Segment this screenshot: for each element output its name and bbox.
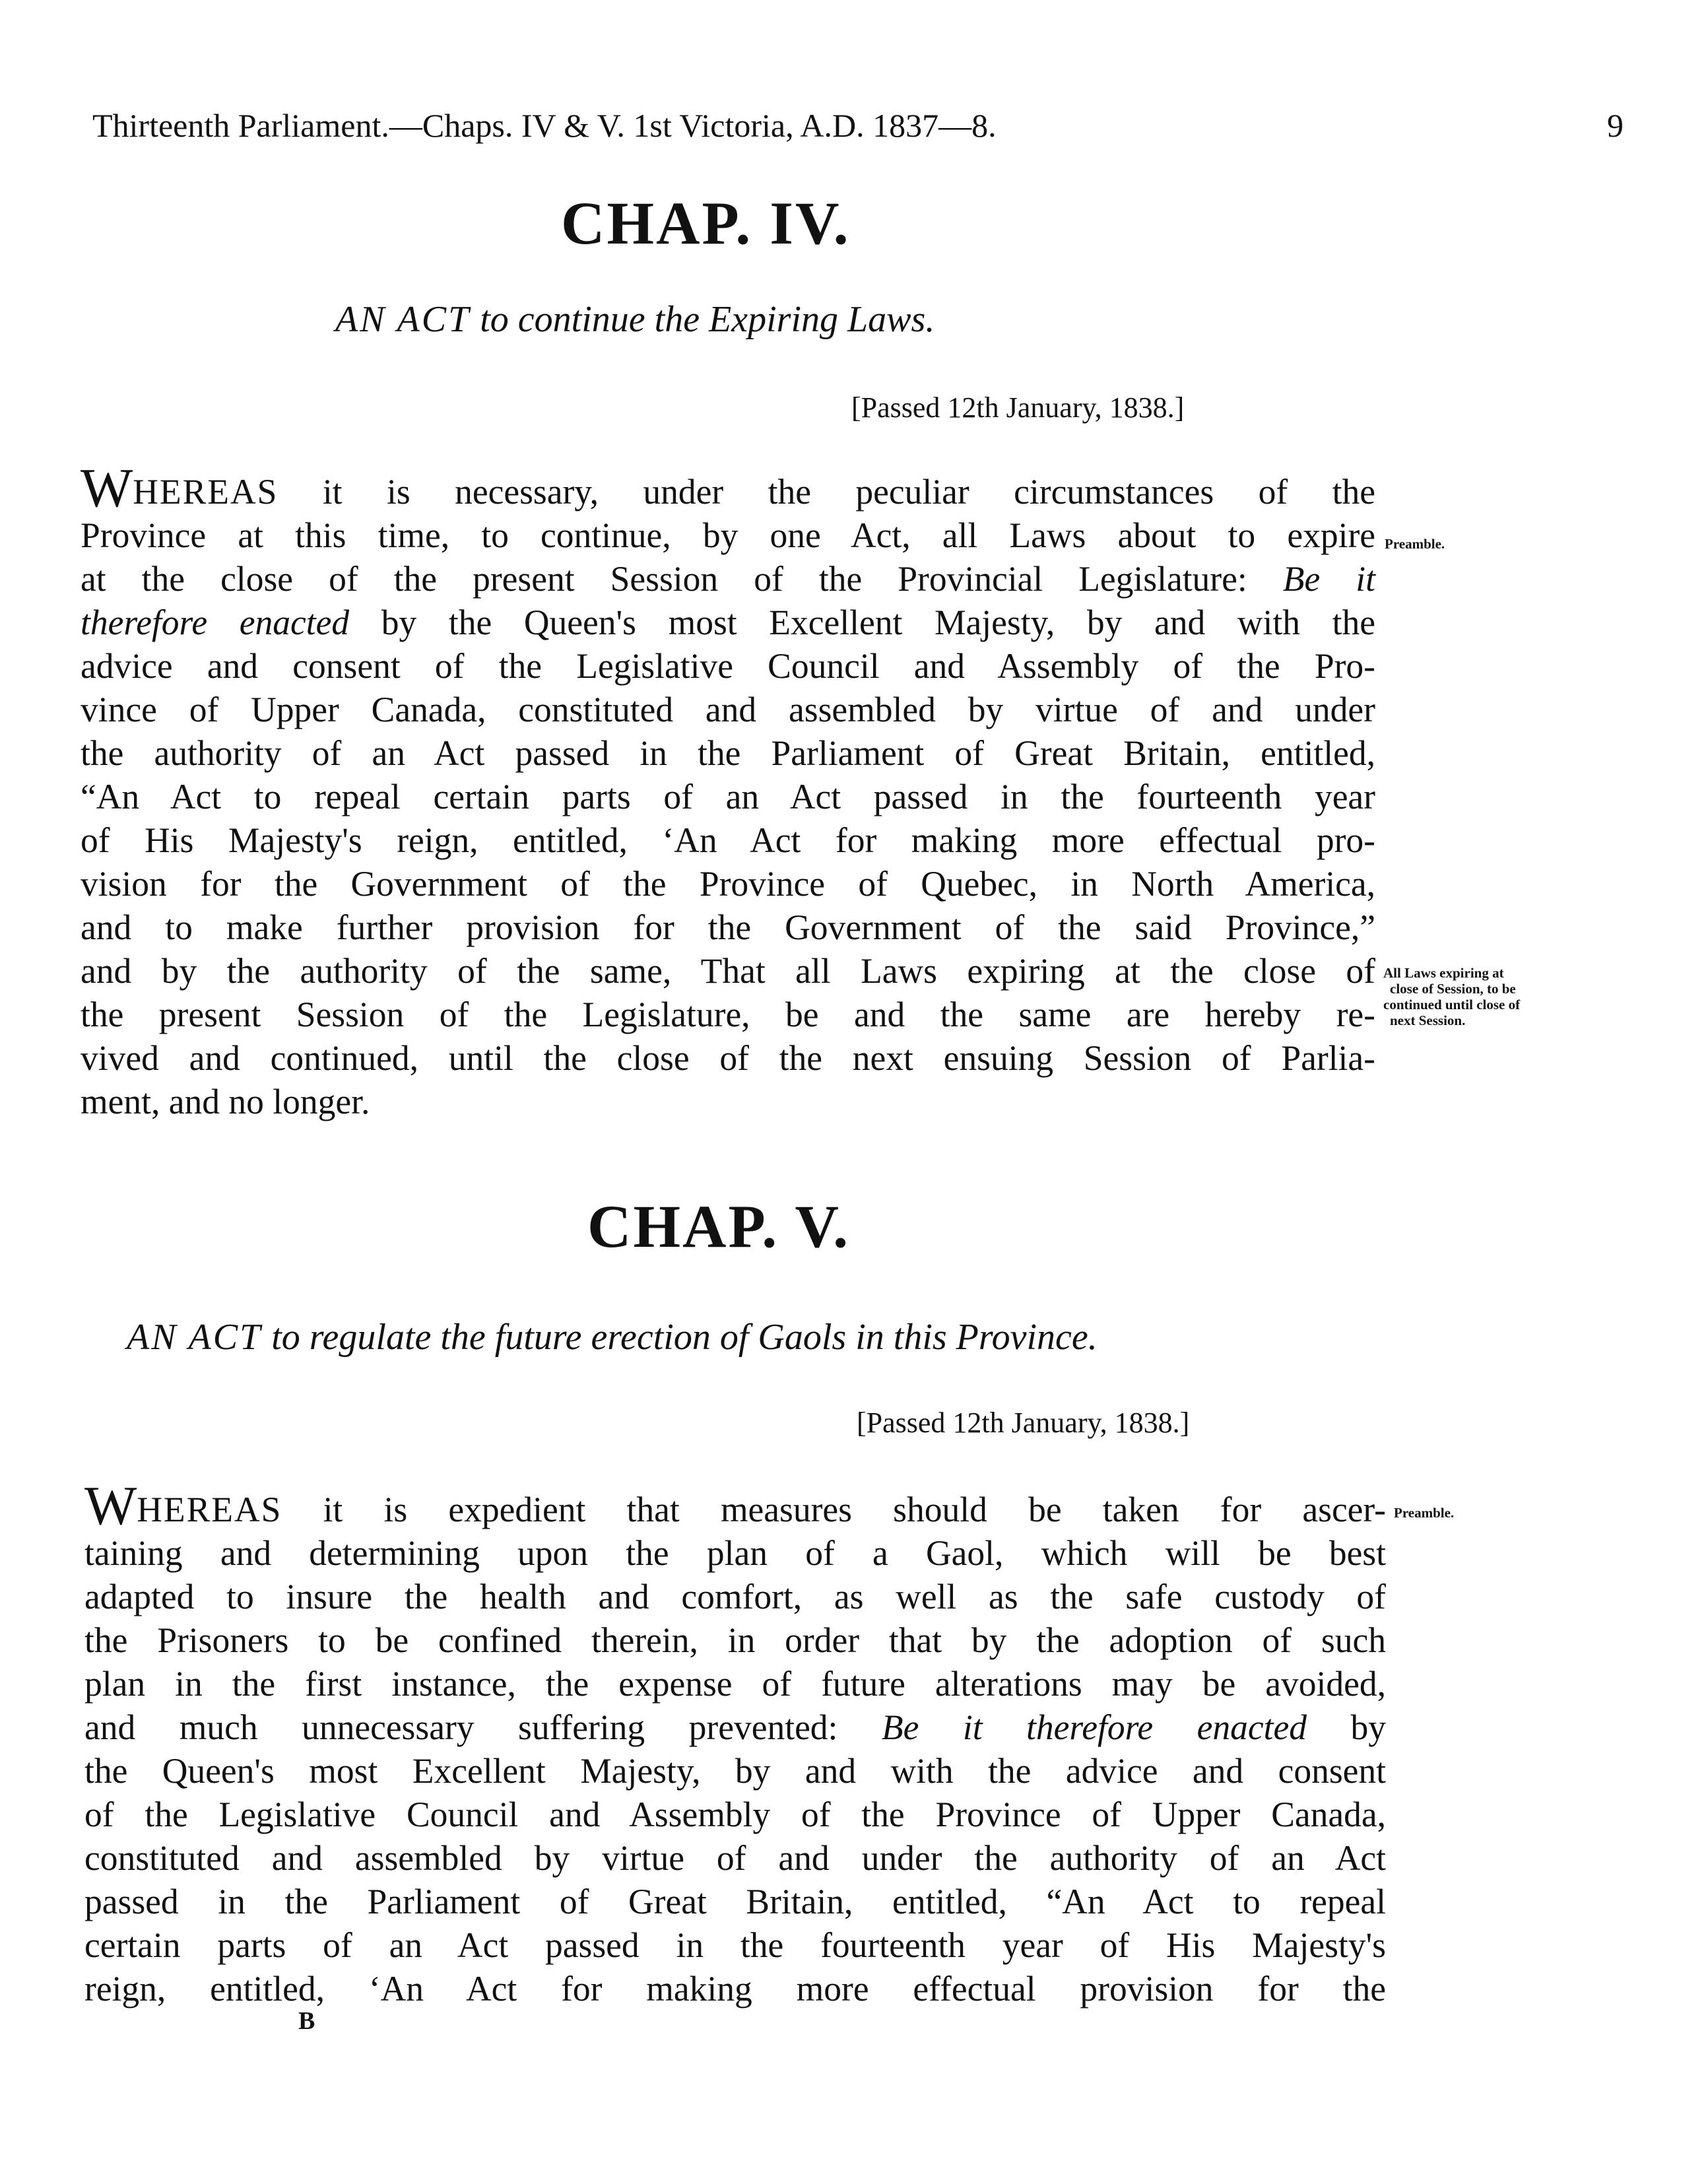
text-line: vince of Upper Canada, constituted and assembled by virtue of and under [81, 690, 1375, 729]
text-line: vived and continued, until the close of the next ensuing Session of Parlia- [81, 1038, 1375, 1078]
text-line: the authority of an Act passed in the Parliament of Great Britain, entitled, [81, 733, 1375, 773]
text-line: Province at this time, to continue, by one Act, all Laws about to expire [81, 515, 1375, 555]
text-line-content: it is expedient that measures should be taken for ascer- [282, 1490, 1386, 1529]
running-head-title: Thirteenth Parliament.—Chaps. IV & V. 1st Victoria, A.D. 1837—8. [92, 107, 997, 144]
text-line-content: by the Queen's most Excellent Majesty, by and with the [349, 603, 1375, 642]
chapter-4-title-rest: to continue the Expiring Laws. [480, 299, 935, 340]
text-line: certain parts of an Act passed in the fourteenth year of His Majesty's [84, 1925, 1386, 1965]
chapter-4-dropcap: W [81, 457, 133, 519]
chapter-5-title-rest: to regulate the future erection of Gaols in this Province. [271, 1317, 1098, 1358]
page-number: 9 [1607, 107, 1624, 144]
text-line [81, 601, 1375, 644]
margin-note-line: All Laws expiring at [1383, 965, 1504, 981]
text-line: and by the authority of the same, That all Laws expiring at the close of [81, 951, 1375, 991]
chapter-4-heading: CHAP. IV. [561, 189, 851, 257]
chapter-5-title [127, 1319, 1098, 1356]
chapter-5-margin-note-preamble: Preamble. [1394, 1505, 1455, 1521]
margin-note-line: close of Session, to be [1390, 981, 1516, 997]
text-line: the present Session of the Legislature, be and the same are hereby re- [81, 995, 1375, 1034]
chapter-5-body [84, 1475, 1386, 2010]
text-line [81, 557, 1375, 601]
text-line: the Queen's most Excellent Majesty, by and with the advice and consent [84, 1751, 1386, 1791]
text-line-content: it is necessary, under the peculiar circumstances of the [278, 472, 1375, 512]
text-line: the Prisoners to be confined therein, in order that by the adoption of such [84, 1620, 1386, 1660]
chapter-4-body [81, 457, 1376, 1123]
text-line: constituted and assembled by virtue of and under the authority of an Act [84, 1838, 1386, 1878]
text-line-content: by [1307, 1708, 1386, 1747]
text-line: reign, entitled, ‘An Act for making more effectual provision for the [84, 1969, 1386, 2008]
text-line: and to make further provision for the Government of the said Province,” [81, 908, 1375, 947]
enacting-clause-italic: Be it [1282, 559, 1376, 599]
chapter-4-margin-note-laws [1383, 965, 1520, 1028]
text-line: ment, and no longer. [81, 1082, 370, 1121]
chapter-4-title [335, 301, 935, 338]
chapter-5-first-word: HEREAS [137, 1490, 282, 1529]
enacting-clause-italic: therefore enacted [81, 603, 350, 642]
margin-note-line: continued until close of [1383, 997, 1521, 1012]
text-line: passed in the Parliament of Great Britain, entitled, “An Act to repeal [84, 1882, 1386, 1921]
text-line-content: at the close of the present Session of the Provincial Legislature: [81, 559, 1283, 599]
text-line: adapted to insure the health and comfort, as well as the safe custody of [84, 1577, 1386, 1616]
signature-mark: B [298, 2007, 315, 2035]
chapter-5-passed-date: [Passed 12th January, 1838.] [857, 1407, 1190, 1439]
text-line: plan in the first instance, the expense of future alterations may be avoided, [84, 1664, 1386, 1704]
text-line: advice and consent of the Legislative Council and Assembly of the Pro- [81, 646, 1375, 686]
text-line: vision for the Government of the Province of Quebec, in North America, [81, 864, 1375, 904]
chapter-5-dropcap: W [84, 1475, 137, 1537]
running-head [92, 99, 1624, 152]
margin-note-line: next Session. [1390, 1012, 1466, 1028]
chapter-4-title-act: AN ACT [335, 299, 471, 340]
chapter-4-passed-date: [Passed 12th January, 1838.] [851, 391, 1185, 424]
chapter-4-margin-note-preamble: Preamble. [1385, 536, 1445, 552]
text-line [81, 457, 1375, 519]
enacting-clause-italic: Be it therefore enacted [881, 1708, 1307, 1747]
chapter-5-heading: CHAP. V. [587, 1193, 851, 1260]
text-line [84, 1475, 1386, 1537]
text-line: “An Act to repeal certain parts of an Act passed in the fourteenth year [81, 777, 1375, 816]
text-line [84, 1706, 1386, 1749]
text-line: of His Majesty's reign, entitled, ‘An Act for making more effectual pro- [81, 820, 1375, 860]
text-line-content: and much unnecessary suffering prevented: [84, 1708, 882, 1747]
text-line: of the Legislative Council and Assembly of the Province of Upper Canada, [84, 1795, 1386, 1834]
text-line: taining and determining upon the plan of a Gaol, which will be best [84, 1533, 1386, 1573]
chapter-4-first-word: HEREAS [133, 472, 279, 512]
chapter-5-title-act: AN ACT [127, 1317, 263, 1358]
